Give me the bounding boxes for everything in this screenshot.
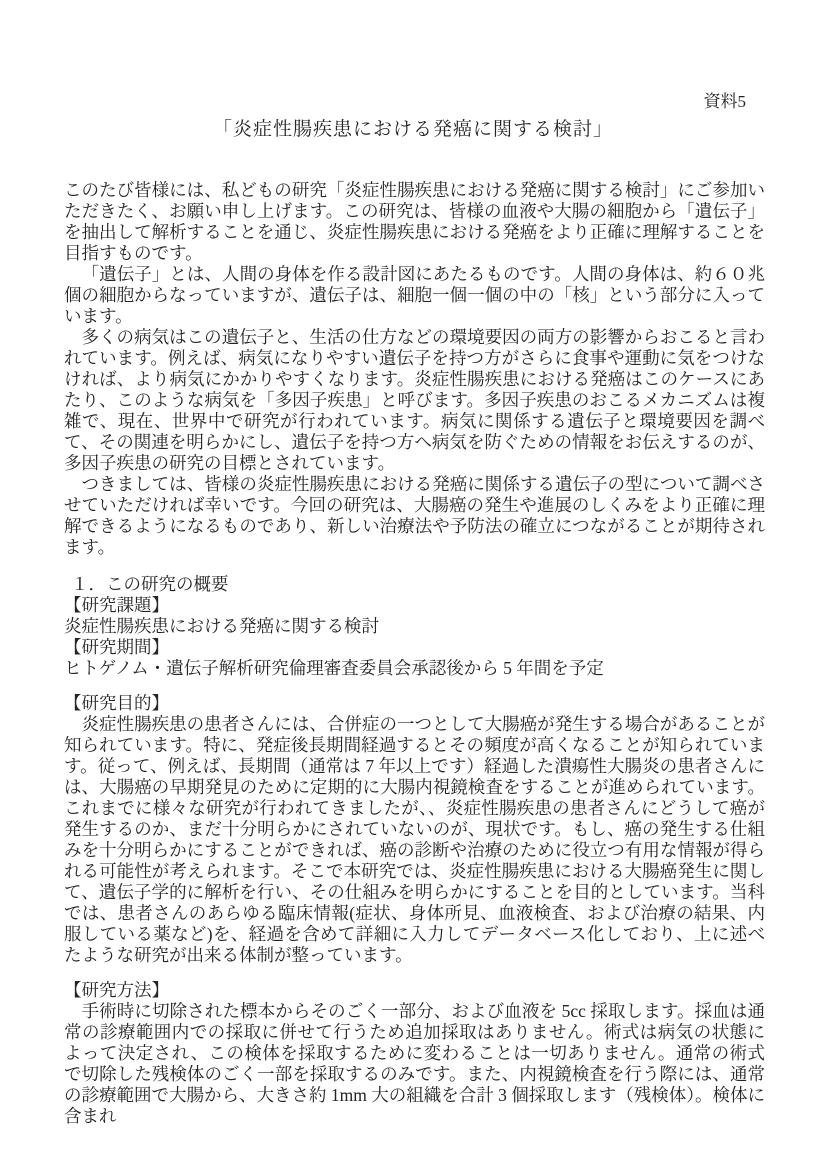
intro-paragraph: 多くの病気はこの遺伝子と、生活の仕方などの環境要因の両方の影響からおこると言われています。例えば、病気になりやすい遺伝子を持つ方がさらに食事や運動に気をつけなければ、より病気にかかりやすくなります。炎症性腸疾患における発癌はこのケースにあたり、このような病気を「多因子疾患」と呼びます。多因子疾患のおこるメカニズムは複雑で、現在、世界中で研究が行われています。病気に関係する遺伝子と環境要因を調べて、その関連を明らかにし、遺伝子を持つ方へ病気を防ぐための情報をお伝えするのが、多因子疾患の研究の目標とされています。 — [64, 327, 765, 473]
document-title: 「炎症性腸疾患における発癌に関する検討」 — [212, 119, 613, 140]
overview-item-value-research-topic: 炎症性腸疾患における発癌に関する検討 — [64, 616, 379, 636]
document-reference-number: 資料5 — [703, 92, 746, 111]
overview-item-value-research-period: ヒトゲノム・遺伝子解析研究倫理審査委員会承認後から 5 年間を予定 — [64, 658, 604, 678]
overview-item-label-research-period: 【研究期間】 — [64, 637, 169, 657]
intro-paragraph: 「遺伝子」とは、人間の身体を作る設計図にあたるものです。人間の身体は、約６０兆個の細胞からなっていますが、遺伝子は、細胞一個一個の中の「核」という部分に入っています。 — [64, 264, 765, 326]
intro-paragraph: このたび皆様には、私どもの研究「炎症性腸疾患における発癌に関する検討」にご参加いただきたく、お願い申し上げます。この研究は、皆様の血液や大腸の細胞から「遺伝子」を抽出して解析することを通じ、炎症性腸疾患における発癌をより正確に理解することを目指すものです。 — [64, 180, 765, 263]
overview-item-label-research-topic: 【研究課題】 — [64, 595, 169, 615]
section-heading-overview: １．この研究の概要 — [71, 574, 229, 594]
section-body-purpose: 炎症性腸疾患の患者さんには、合併症の一つとして大腸癌が発生する場合があることが知られています。特に、発症後長期間経過するとその頻度が高くなることが知られています。従って、例えば、長期間（通常は 7 年以上です）経過した潰瘍性大腸炎の患者さんには、大腸癌の早期発見のために定期的に大腸内視鏡検査をすることが進められています。これまでに様々な研究が行われてきましたが、、炎症性腸疾患の患者さんにどうして癌が発生するのか、まだ十分明らかにされていないのが、現状です。もし、癌の発生する仕組みを十分明らかにすることができれば、癌の診断や治療のために役立つ有用な情報が得られる可能性が考えられます。そこで本研究では、炎症性腸疾患における大腸癌発生に関して、遺伝子学的に解析を行い、その仕組みを明らかにすることを目的としています。当科では、患者さんのあらゆる臨床情報(症状、身体所見、血液検査、および治療の結果、内服している薬など)を、経過を含めて詳細に入力してデータベース化しており、上に述べたような研究が出来る体制が整っています。 — [64, 714, 765, 965]
intro-paragraph: つきましては、皆様の炎症性腸疾患における発癌に関係する遺伝子の型について調べさせていただければ幸いです。今回の研究は、大腸癌の発生や進展のしくみをより正確に理解できるようになるものであり、新しい治療法や予防法の確立につながることが期待されます。 — [64, 474, 765, 557]
document-body — [64, 180, 765, 1127]
section-heading-method: 【研究方法】 — [64, 980, 169, 1000]
section-body-method: 手術時に切除された標本からそのごく一部分、および血液を 5cc 採取します。採血は通常の診療範囲内での採取に併せて行うため追加採取はありません。術式は病気の状態によって決定され、この検体を採取するために変わることは一切ありません。通常の術式で切除した残検体のごく一部を採取するのみです。また、内視鏡検査を行う際には、通常の診療範囲で大腸から、大きさ約 1mm 大の組織を合計 3 個採取します（残検体）。検体に含まれ — [64, 1001, 765, 1126]
section-heading-purpose: 【研究目的】 — [64, 693, 169, 713]
